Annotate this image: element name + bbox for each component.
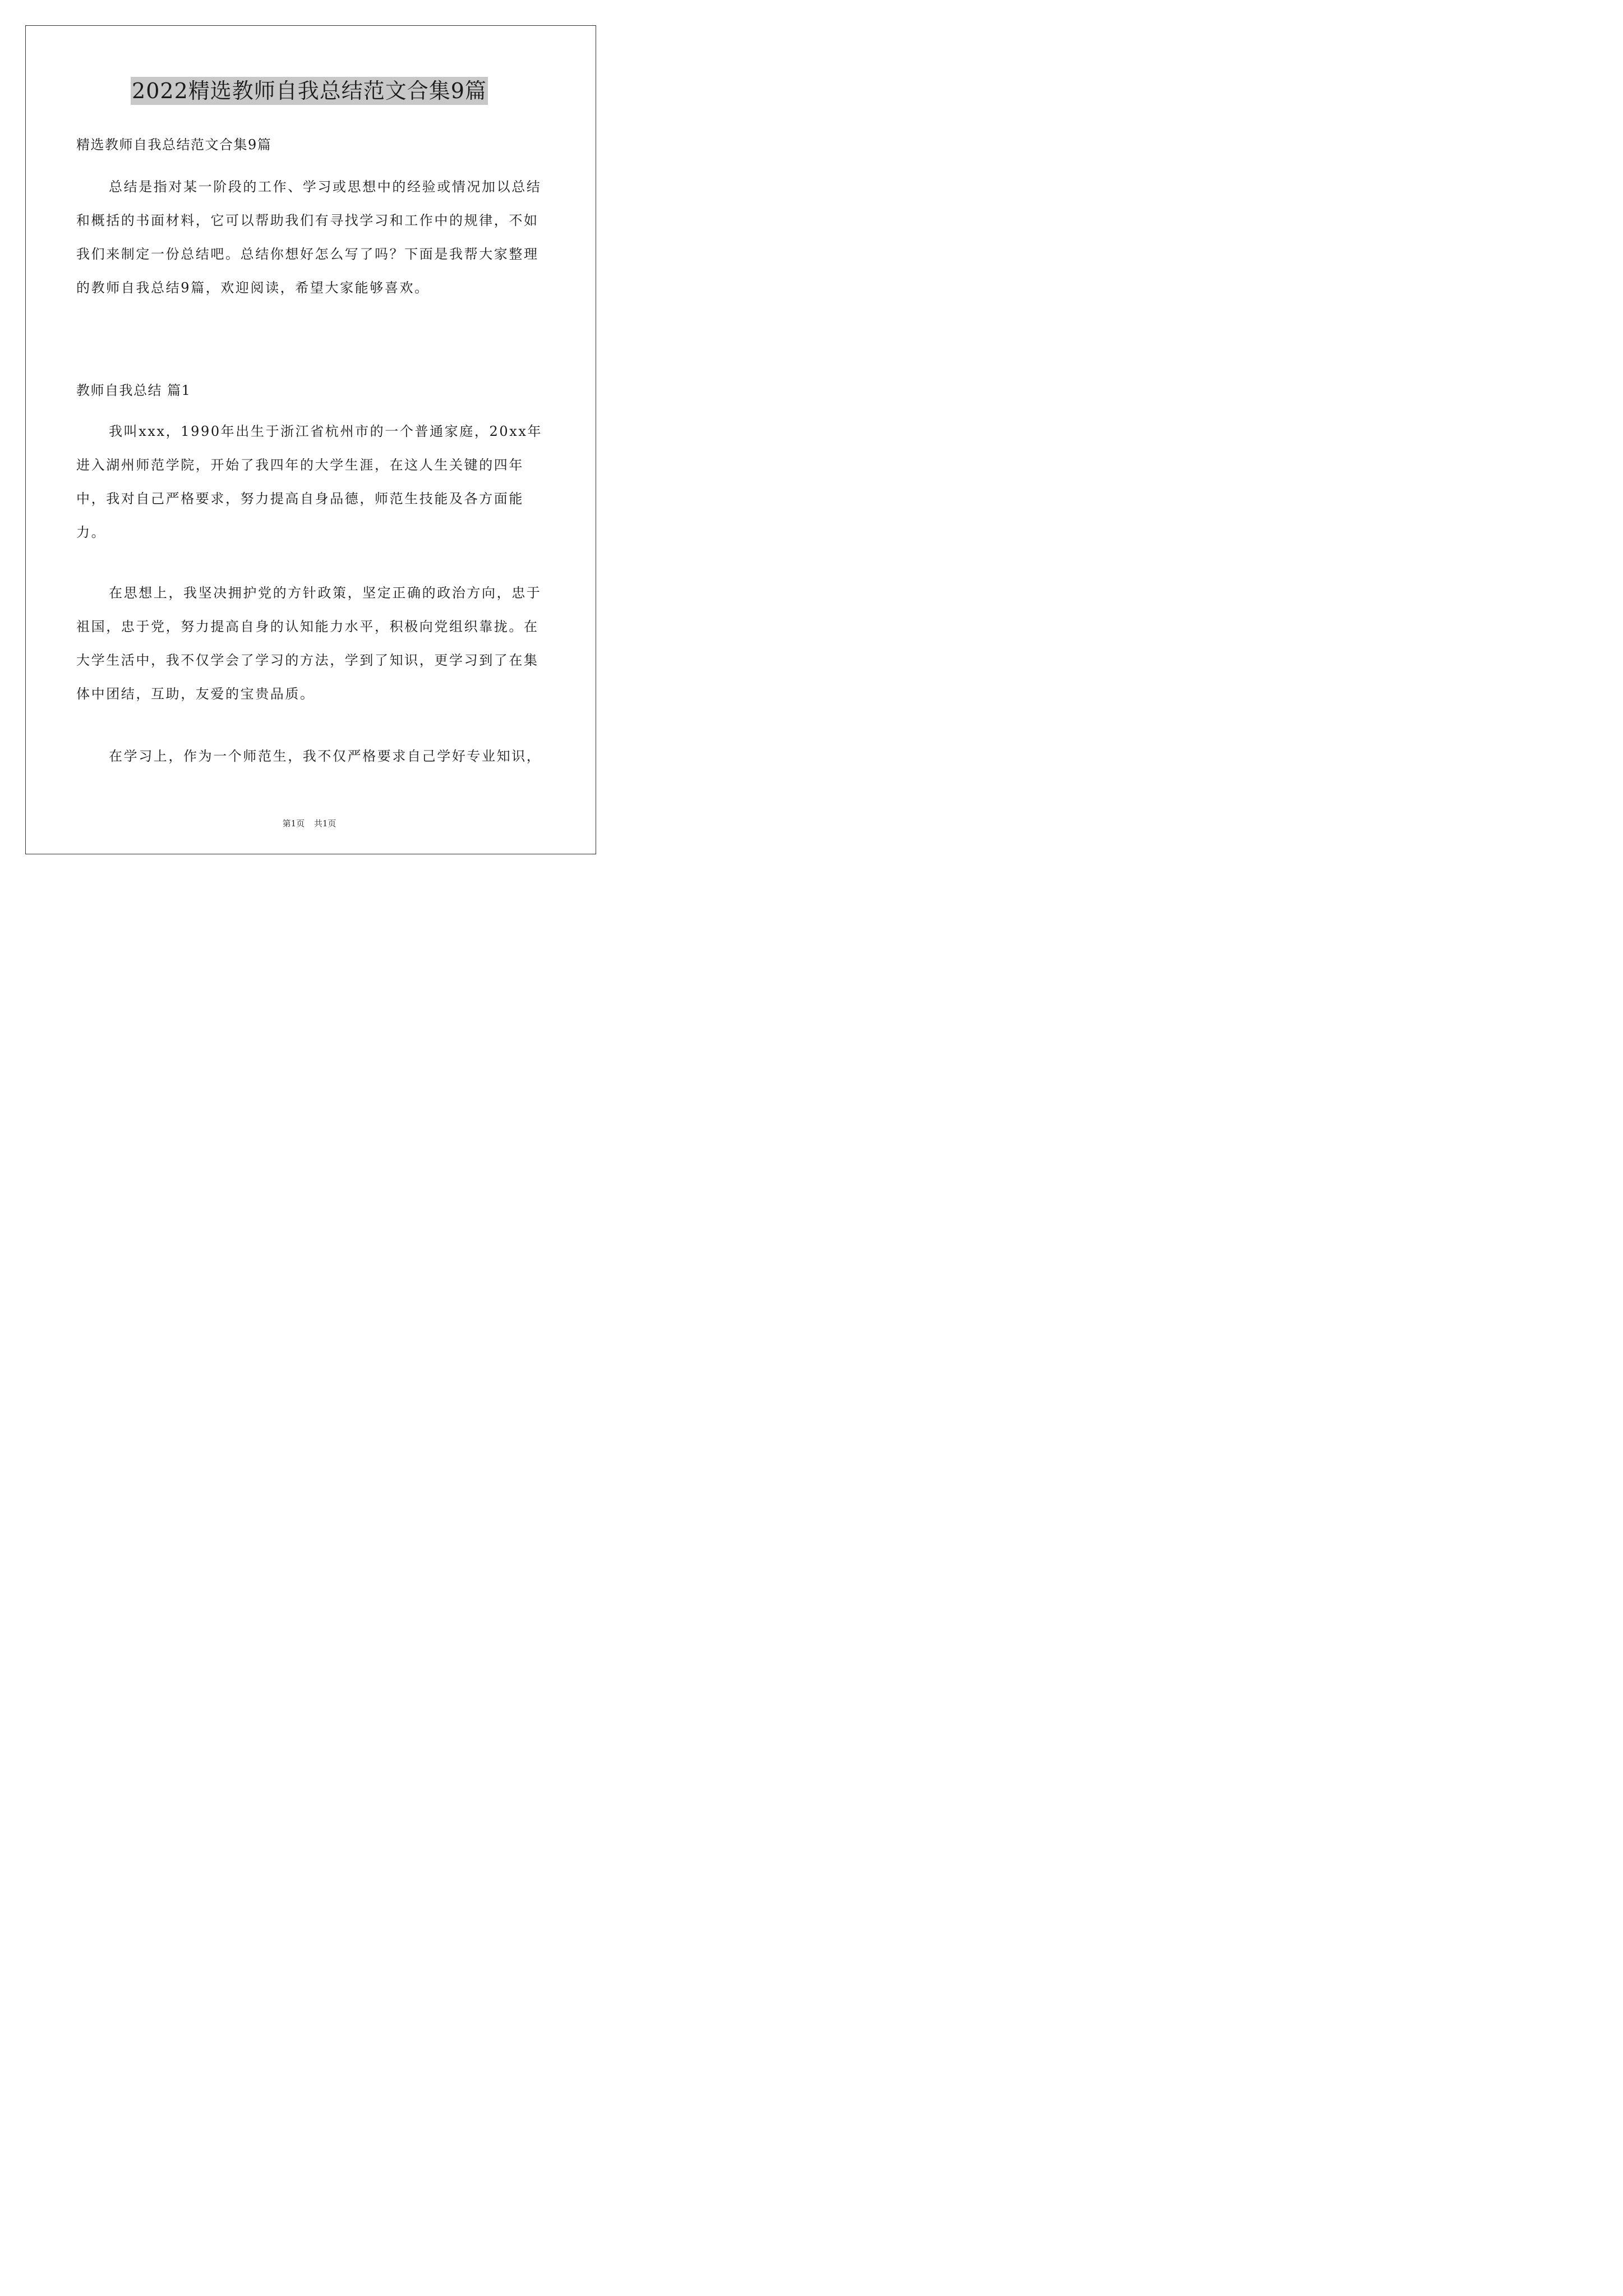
body-paragraph-1: 我叫xxx，1990年出生于浙江省杭州市的一个普通家庭，20xx年进入湖州师范学院，开始了我四年的大学生涯，在这人生关键的四年中，我对自己严格要求，努力提高自身品德，师范生技能及各方面能力。 <box>76 424 543 540</box>
body-paragraph-2: 在思想上，我坚决拥护党的方针政策，坚定正确的政治方向，忠于祖国，忠于党，努力提高自身的认知能力水平，积极向党组织靠拢。在大学生活中，我不仅学会了学习的方法，学到了知识，更学习到了在集体中团结，互助，友爱的宝贵品质。 <box>76 585 542 702</box>
section-heading: 教师自我总结 篇1 <box>76 383 191 398</box>
page-footer <box>0 817 619 829</box>
intro-paragraph: 总结是指对某一阶段的工作、学习或思想中的经验或情况加以总结和概括的书面材料，它可以帮助我们有寻找学习和工作中的规律，不如我们来制定一份总结吧。总结你想好怎么写了吗？下面是我帮大家整理的教师自我总结9篇，欢迎阅读，希望大家能够喜欢。 <box>76 179 542 296</box>
document-title <box>0 77 619 105</box>
document-title-text: 2022精选教师自我总结范文合集9篇 <box>131 77 488 105</box>
body-paragraph-3: 在学习上，作为一个师范生，我不仅严格要求自己学好专业知识， <box>109 748 542 764</box>
total-pages: 共1页 <box>313 818 336 829</box>
page-number: 第1页 <box>282 818 305 829</box>
document-subtitle: 精选教师自我总结范文合集9篇 <box>76 137 272 153</box>
